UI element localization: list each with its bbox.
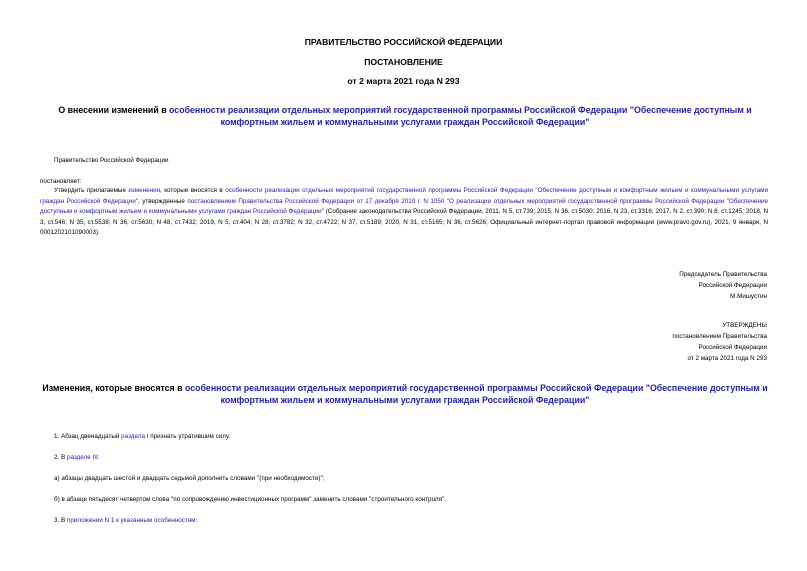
approved-line-1: УТВЕРЖДЕНЫ — [722, 322, 767, 329]
document-title — [40, 104, 770, 128]
item-1 — [54, 432, 230, 442]
link-section-1[interactable]: раздела I — [121, 433, 149, 440]
body-paragraph — [40, 186, 768, 239]
approved-block — [672, 320, 767, 364]
header-doc-type: ПОСТАНОВЛЕНИЕ — [364, 57, 443, 67]
item-2b: б) в абзаце пятьдесят четвертом слова "по сопровождению инвестиционных программ" заменить словами "строительного контроля". — [54, 496, 446, 503]
signature-line-1: Председатель Правительства — [679, 271, 767, 278]
signature-block — [679, 269, 767, 302]
item-1-text: 1. Абзац двенадцатый — [54, 433, 122, 440]
header-org: ПРАВИТЕЛЬСТВО РОССИЙСКОЙ ФЕДЕРАЦИИ — [304, 37, 503, 47]
approved-line-2: постановлением Правительства — [672, 333, 767, 340]
decrees-word: постановляет: — [40, 178, 82, 185]
title-prefix: О внесении изменений в — [58, 105, 170, 115]
link-resolution-1050[interactable]: постановлением Правительства Российской Федерации от 17 декабря 2010 г. N 1050 "О реализации отдельных мероприятий государственной программы Российской Федерации "Обеспечение доступным и комфортным жильем и коммунальными услугами граждан Российской Федерации" — [40, 197, 768, 216]
item-3-post: : — [195, 517, 198, 524]
signature-line-2: Российской Федерации — [698, 282, 767, 289]
changes-title — [40, 382, 770, 406]
body-text-3: , утвержденные — [138, 197, 188, 205]
body-text-4: (Собрание законодательства Российской Федерации, 2011, N 5, ст.739; 2015, N 36, ст.5030; 2016, N 23, ст.3316; 2017, N 2, ст.390; N 8, ст.1245; 2018, N 3, ст.546; N 35, ст.5538; N 36, ст.5630; N 48, ст.7432; 2019, N 5, ст.404; N 28, ст.3782; N 32, ст.4722; N 37, ст.5189; 2020, N 31, ст.5165; N 36, ст.5626; Официальный интернет-портал правовой информации (www.pravo.gov.ru), 2021, 9 января, N 0001202101090003). — [40, 208, 769, 237]
approved-line-4: от 2 марта 2021 года N 293 — [687, 355, 767, 362]
link-appendix-1[interactable]: приложении N 1 к указанным особенностям — [66, 517, 196, 524]
item-2a: а) абзацы двадцать шестой и двадцать седьмой дополнить словами "(при необходимости)"; — [54, 475, 325, 482]
body-text-1: Утвердить прилагаемые — [54, 187, 129, 194]
issuer: Правительство Российской Федерации — [54, 157, 169, 164]
link-section-3[interactable]: разделе III — [66, 454, 98, 461]
item-3-text: 3. В — [54, 517, 67, 524]
approved-line-3: Российской Федерации — [698, 344, 767, 351]
signature-line-3: М.Мишустин — [730, 293, 767, 300]
title-link[interactable]: особенности реализации отдельных мероприятий государственной программы Российской Федерации "Обеспечение доступным и комфортным жильем и коммунальными услугами граждан Российской Федерации" — [169, 105, 752, 127]
item-3 — [54, 516, 197, 526]
changes-title-link[interactable]: особенности реализации отдельных мероприятий государственной программы Российской Федерации "Обеспечение доступным и комфортным жильем и коммунальными услугами граждан Российской Федерации" — [184, 383, 768, 405]
changes-title-prefix: Изменения, которые вносятся в — [42, 383, 185, 393]
item-2-text: 2. В — [54, 454, 67, 461]
item-2-post: : — [97, 454, 100, 461]
item-2 — [54, 453, 100, 463]
link-changes[interactable]: изменения — [128, 187, 161, 194]
item-1-post: признать утратившим силу. — [148, 433, 231, 440]
body-text-2: , которые вносятся в — [160, 187, 226, 194]
header-date-number: от 2 марта 2021 года N 293 — [347, 76, 460, 86]
link-features[interactable]: особенности реализации отдельных мероприятий государственной программы Российской Федерации "Обеспечение доступным и комфортным жильем и коммунальными услугами граждан Российской Федерации" — [40, 187, 768, 205]
